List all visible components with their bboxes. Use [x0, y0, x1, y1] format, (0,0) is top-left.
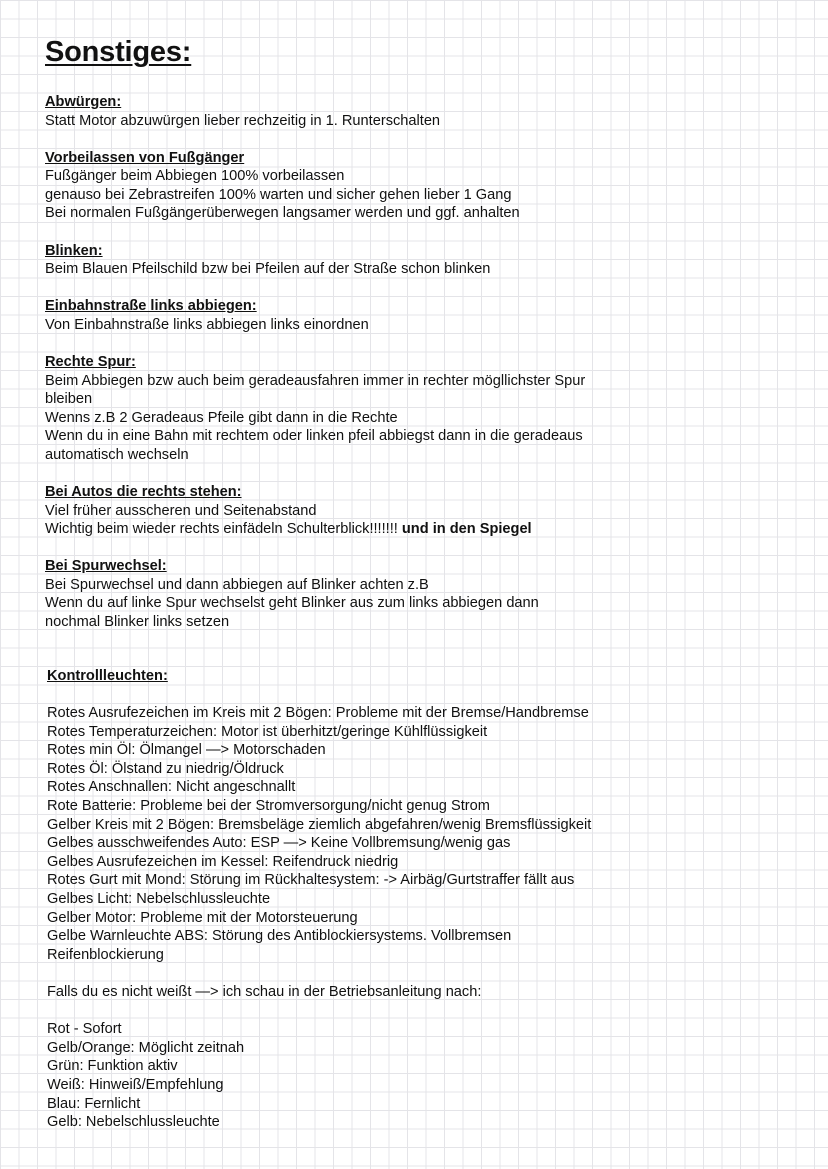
color-meaning: Blau: Fernlicht: [47, 1095, 141, 1112]
text-line: genauso bei Zebrastreifen 100% warten und sicher gehen lieber 1 Gang: [45, 186, 512, 203]
light-item: Reifenblockierung: [47, 946, 164, 963]
text-line: Wenns z.B 2 Geradeaus Pfeile gibt dann in die Rechte: [45, 409, 398, 426]
text-line: Statt Motor abzuwürgen lieber rechzeitig in 1. Runterschalten: [45, 112, 441, 129]
text-line: Wenn du auf linke Spur wechselst geht Blinker aus zum links abbiegen dann: [45, 595, 539, 612]
light-item: Gelber Kreis mit 2 Bögen: Bremsbeläge ziemlich abgefahren/wenig Bremsflüssigkeit: [47, 816, 592, 833]
light-item: Rote Batterie: Probleme bei der Stromversorgung/nicht genug Strom: [47, 798, 490, 815]
text-normal: Wichtig beim wieder rechts einfädeln Schulterblick!!!!!!!: [45, 521, 402, 538]
section-heading: Kontrollleuchten:: [47, 668, 168, 684]
color-meaning: Gelb/Orange: Möglicht zeitnah: [47, 1039, 245, 1056]
text-line: Beim Abbiegen bzw auch beim geradeausfahren immer in rechter mögllichster Spur: [45, 372, 586, 389]
section-rechte-spur: [45, 353, 805, 465]
light-item: Rotes Gurt mit Mond: Störung im Rückhaltesystem: -> Airbäg/Gurtstraffer fällt aus: [47, 872, 575, 889]
section-heading: Abwürgen:: [45, 94, 122, 110]
section-heading: Blinken:: [45, 242, 103, 259]
text-line: Viel früher ausscheren und Seitenabstand: [45, 502, 317, 519]
section-einbahnstrasse: [45, 297, 805, 334]
spacer: [47, 1002, 807, 1021]
page-title: Sonstiges:: [45, 36, 192, 68]
section-fussgaenger: [45, 149, 805, 223]
notes-body: [45, 93, 805, 650]
section-heading: Einbahnstraße links abbiegen:: [45, 298, 257, 315]
light-item: Gelbes ausschweifendes Auto: ESP —> Keine Vollbremsung/wenig gas: [47, 835, 511, 852]
section-abwuergen: [45, 93, 805, 130]
text-bold: und in den Spiegel: [401, 521, 532, 538]
spacer: [47, 964, 807, 983]
text-line: Fußgänger beim Abbiegen 100% vorbeilassen: [45, 168, 345, 185]
color-meaning: Rot - Sofort: [47, 1021, 122, 1038]
section-heading: Bei Spurwechsel:: [45, 558, 167, 575]
section-blinken: [45, 242, 805, 279]
text-line: Beim Blauen Pfeilschild bzw bei Pfeilen auf der Straße schon blinken: [45, 261, 491, 278]
light-item: Gelbes Ausrufezeichen im Kessel: Reifendruck niedrig: [47, 853, 399, 870]
section-spurwechsel: [45, 557, 805, 631]
color-meaning: Grün: Funktion aktiv: [47, 1058, 178, 1075]
text-line: nochmal Blinker links setzen: [45, 614, 230, 631]
section-heading: Rechte Spur:: [45, 353, 136, 370]
section-autos-rechts: [45, 483, 805, 539]
text-line: Bei normalen Fußgängerüberwegen langsamer werden und ggf. anhalten: [45, 205, 520, 222]
light-item: Rotes min Öl: Ölmangel —> Motorschaden: [47, 742, 326, 759]
lights-note: Falls du es nicht weißt —> ich schau in der Betriebsanleitung nach:: [47, 984, 482, 1000]
text-line-mixed: [45, 520, 805, 539]
light-item: Gelber Motor: Probleme mit der Motorsteuerung: [47, 909, 358, 926]
kontrollleuchten-section: [47, 667, 807, 1132]
light-item: Rotes Anschnallen: Nicht angeschnallt: [47, 779, 296, 796]
light-item: Rotes Öl: Ölstand zu niedrig/Öldruck: [47, 760, 284, 777]
light-item: Gelbes Licht: Nebelschlussleuchte: [47, 891, 271, 908]
section-heading: Bei Autos die rechts stehen:: [45, 484, 242, 500]
color-meaning: Gelb: Nebelschlussleuchte: [47, 1114, 220, 1131]
text-line: bleiben: [45, 391, 93, 408]
text-line: Von Einbahnstraße links abbiegen links einordnen: [45, 316, 369, 333]
section-heading: Vorbeilassen von Fußgänger: [45, 149, 245, 166]
text-line: Wenn du in eine Bahn mit rechtem oder linken pfeil abbiegst dann in die geradeaus: [45, 428, 583, 445]
text-line: automatisch wechseln: [45, 446, 189, 463]
light-item: Rotes Temperaturzeichen: Motor ist überhitzt/geringe Kühlflüssigkeit: [47, 723, 488, 740]
color-meaning: Weiß: Hinweiß/Empfehlung: [47, 1076, 224, 1093]
light-item: Rotes Ausrufezeichen im Kreis mit 2 Bögen: Probleme mit der Bremse/Handbremse: [47, 705, 589, 722]
text-line: Bei Spurwechsel und dann abbiegen auf Blinker achten z.B: [45, 576, 429, 593]
light-item: Gelbe Warnleuchte ABS: Störung des Antiblockiersystems. Vollbremsen: [47, 928, 512, 945]
